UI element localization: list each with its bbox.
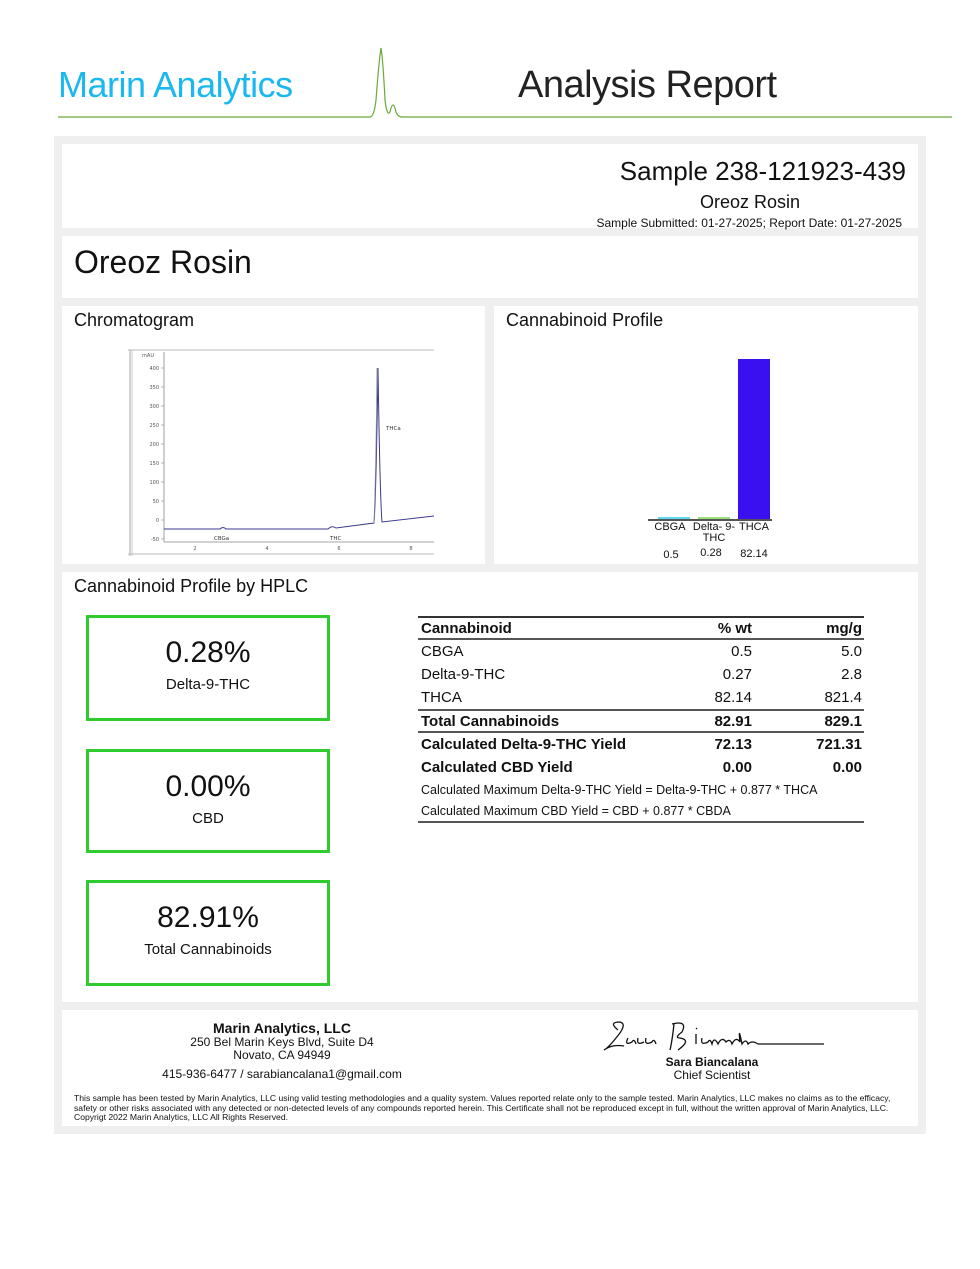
cell-mgg: 2.8 bbox=[841, 666, 862, 683]
cannabinoid-profile-panel bbox=[494, 306, 918, 564]
yield-row bbox=[418, 733, 864, 756]
report-header bbox=[0, 0, 980, 130]
stat-value: 82.91% bbox=[157, 901, 259, 934]
sample-info-panel bbox=[62, 144, 918, 228]
table-header-row bbox=[418, 616, 864, 640]
table-row bbox=[418, 686, 864, 709]
svg-text:6: 6 bbox=[337, 546, 341, 552]
svg-text:250: 250 bbox=[149, 423, 159, 429]
chromatogram-plot bbox=[128, 348, 434, 558]
chromatogram-panel bbox=[62, 306, 485, 564]
cell-name: Calculated CBD Yield bbox=[421, 759, 573, 776]
cell-mgg: 821.4 bbox=[824, 689, 862, 706]
bar-value-cbga: 0.5 bbox=[663, 549, 679, 561]
stat-box-cbd bbox=[86, 749, 330, 853]
cell-mgg: 721.31 bbox=[816, 736, 862, 753]
svg-text:100: 100 bbox=[149, 480, 159, 486]
cell-name: Delta-9-THC bbox=[421, 666, 506, 683]
cell-pct: 0.27 bbox=[722, 666, 752, 683]
product-name-panel bbox=[62, 236, 918, 298]
cell-mgg: 5.0 bbox=[841, 643, 862, 660]
yield-row bbox=[418, 756, 864, 779]
svg-text:50: 50 bbox=[152, 499, 159, 505]
svg-text:150: 150 bbox=[149, 461, 159, 467]
stat-box-total bbox=[86, 880, 330, 986]
svg-text:mAU: mAU bbox=[142, 353, 154, 359]
bar-label-delta9thc: Delta- 9-THC bbox=[692, 521, 736, 544]
stat-box-delta9thc bbox=[86, 615, 330, 721]
bar-value-thca: 82.14 bbox=[740, 548, 768, 560]
company-contact: 415-936-6477 / sarabiancalana1@gmail.com bbox=[162, 1067, 402, 1081]
cell-mgg: 0.00 bbox=[832, 759, 862, 776]
company-name: Marin Analytics, LLC bbox=[213, 1020, 351, 1036]
signature-icon bbox=[598, 1016, 828, 1058]
svg-text:THCa: THCa bbox=[386, 426, 401, 432]
sample-id: Sample 238-121923-439 bbox=[619, 156, 906, 186]
cell-pct: 0.5 bbox=[731, 643, 752, 660]
formula-cbd: Calculated Maximum CBD Yield = CBD + 0.877 * CBDA bbox=[418, 801, 864, 823]
cell-name: CBGA bbox=[421, 643, 464, 660]
svg-text:-50: -50 bbox=[150, 537, 159, 543]
disclaimer-text: This sample has been tested by Marin Analytics, LLC using valid testing methodologies and a quality system. Values reported relate only to the sample tested. Marin Analytics, LLC makes no claims as to the efficacy, safety or other risks associated with any detected or non-detected levels of any compounds reported herein. This Certificate shall not be reproduced except in full, without the written approval of Marin Analytics, LLC. Copyrigt 2022 Marin Analytics, LLC All Rights Reserved. bbox=[74, 1093, 891, 1122]
company-address-line2: Novato, CA 94949 bbox=[233, 1048, 331, 1062]
hplc-title: Cannabinoid Profile by HPLC bbox=[74, 576, 309, 596]
cell-pct: 82.91 bbox=[714, 712, 752, 730]
svg-text:0: 0 bbox=[155, 518, 159, 524]
cell-name: THCA bbox=[421, 689, 462, 706]
bar-value-delta9thc: 0.28 bbox=[700, 547, 722, 559]
bar-label-cbga: CBGA bbox=[654, 521, 686, 533]
sample-name: Oreoz Rosin bbox=[699, 192, 800, 212]
sample-dates: Sample Submitted: 01-27-2025; Report Date: 01-27-2025 bbox=[596, 216, 902, 230]
cell-name: Calculated Delta-9-THC Yield bbox=[421, 736, 627, 753]
stat-value: 0.28% bbox=[165, 636, 251, 669]
svg-text:CBGa: CBGa bbox=[214, 536, 230, 542]
report-body bbox=[54, 136, 926, 1134]
svg-text:8: 8 bbox=[409, 546, 413, 552]
bar-label-thca: THCA bbox=[739, 521, 769, 533]
brand-logo-text: Marin Analytics bbox=[58, 64, 293, 105]
table-row bbox=[418, 663, 864, 686]
company-address-line1: 250 Bel Marin Keys Blvd, Suite D4 bbox=[190, 1035, 374, 1049]
stat-label: Total Cannabinoids bbox=[144, 941, 272, 958]
col-header-mgg: mg/g bbox=[826, 619, 862, 637]
stat-label: CBD bbox=[192, 810, 224, 827]
svg-text:350: 350 bbox=[149, 385, 159, 391]
cannabinoid-bar-chart bbox=[644, 346, 774, 561]
footer-panel bbox=[62, 1010, 918, 1126]
svg-text:300: 300 bbox=[149, 404, 159, 410]
svg-text:2: 2 bbox=[193, 546, 197, 552]
cell-name: Total Cannabinoids bbox=[421, 712, 560, 730]
stat-value: 0.00% bbox=[165, 770, 251, 803]
cell-mgg: 829.1 bbox=[824, 712, 862, 730]
svg-text:THC: THC bbox=[330, 536, 342, 542]
cell-pct: 72.13 bbox=[714, 736, 752, 753]
svg-text:4: 4 bbox=[265, 546, 269, 552]
col-header-pct: % wt bbox=[717, 619, 752, 637]
profile-chart-title: Cannabinoid Profile bbox=[506, 310, 664, 330]
cell-pct: 0.00 bbox=[722, 759, 752, 776]
signer-title: Chief Scientist bbox=[673, 1068, 751, 1082]
svg-text:200: 200 bbox=[149, 442, 159, 448]
chromatogram-title: Chromatogram bbox=[74, 310, 195, 330]
product-name: Oreoz Rosin bbox=[74, 244, 252, 280]
bar-thca bbox=[738, 359, 770, 519]
svg-text:400: 400 bbox=[149, 366, 159, 372]
table-row bbox=[418, 640, 864, 663]
formula-thc: Calculated Maximum Delta-9-THC Yield = Delta-9-THC + 0.877 * THCA bbox=[421, 783, 818, 797]
col-header-cannabinoid: Cannabinoid bbox=[421, 619, 512, 637]
signer-name: Sara Biancalana bbox=[665, 1055, 759, 1069]
results-table bbox=[418, 616, 864, 823]
chromatogram-peak-divider-icon bbox=[0, 0, 980, 130]
total-row bbox=[418, 709, 864, 733]
cell-pct: 82.14 bbox=[714, 689, 752, 706]
report-title: Analysis Report bbox=[518, 64, 777, 106]
stat-label: Delta-9-THC bbox=[165, 676, 251, 693]
hplc-panel bbox=[62, 572, 918, 1002]
